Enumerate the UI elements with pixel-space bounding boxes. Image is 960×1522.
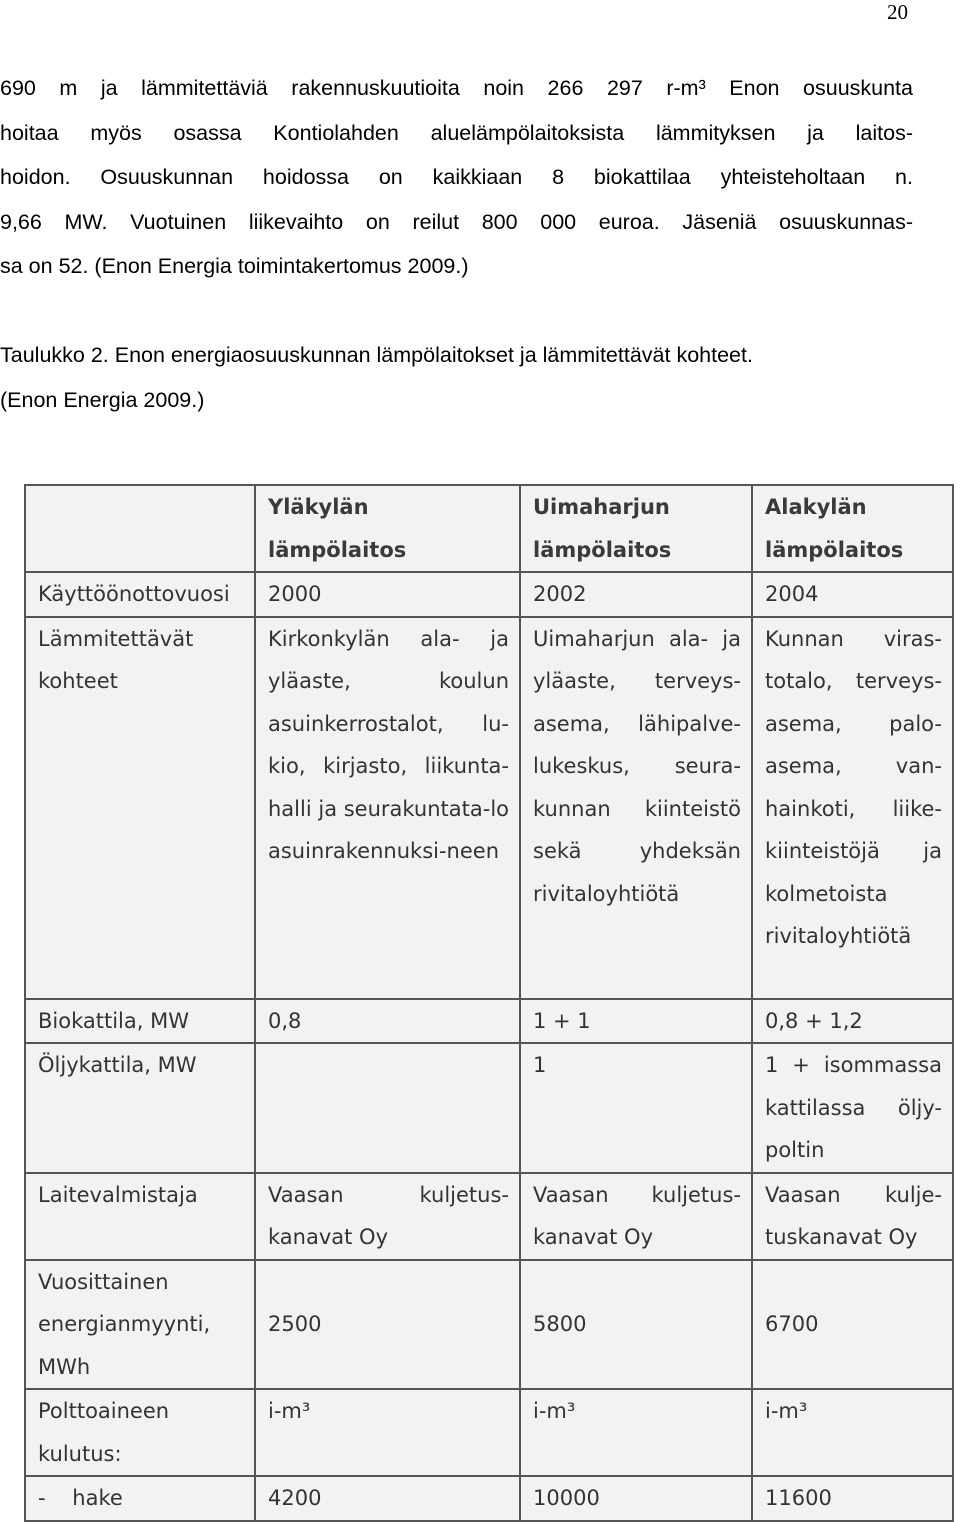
table-cell: 4200 bbox=[255, 1476, 520, 1521]
table-cell: Kunnan viras-totalo, terveys-asema, palo-asema, van-hainkoti, liike-kiinteistöjä ja kolmetoista rivitaloyhtiötä bbox=[752, 617, 953, 999]
table-cell: 0,8 bbox=[255, 999, 520, 1044]
paragraph-line: 690 m ja lämmitettäviä rakennuskuutioita noin 266 297 r-m³ Enon osuuskunta bbox=[0, 76, 913, 100]
row-label: Polttoaineen kulutus: bbox=[25, 1389, 255, 1476]
row-label: Öljykattila, MW bbox=[25, 1043, 255, 1173]
body-paragraph bbox=[0, 66, 913, 289]
table-caption bbox=[0, 333, 940, 422]
heating-plants-table bbox=[24, 484, 954, 1522]
table-cell bbox=[255, 1043, 520, 1173]
page-number: 20 bbox=[887, 0, 908, 24]
paragraph-line: hoidon. Osuuskunnan hoidossa on kaikkiaan 8 biokattilaa yhteisteholtaan n. bbox=[0, 165, 913, 189]
row-label: - hake bbox=[25, 1476, 255, 1521]
table-row bbox=[25, 1389, 953, 1476]
table-header-row bbox=[25, 485, 953, 572]
header-cell-ylakyla: Yläkylän lämpölaitos bbox=[255, 485, 520, 572]
table-row bbox=[25, 572, 953, 617]
table-cell: i-m³ bbox=[752, 1389, 953, 1476]
table-cell: Vaasan kuljetus-kanavat Oy bbox=[520, 1173, 752, 1260]
table-cell: Uimaharjun ala- ja yläaste, terveys-asema, lähipalve-lukeskus, seura-kunnan kiinteistö sekä yhdeksän rivitaloyhtiötä bbox=[520, 617, 752, 999]
table-cell: 1 bbox=[520, 1043, 752, 1173]
table-cell: Kirkonkylän ala- ja yläaste, koulun asuinkerrostalot, lu-kio, kirjasto, liikunta-halli ja seurakuntata-lo asuinrakennuksi-neen bbox=[255, 617, 520, 999]
paragraph-line: 9,66 MW. Vuotuinen liikevaihto on reilut 800 000 euroa. Jäseniä osuuskunnas- bbox=[0, 209, 913, 234]
table-row bbox=[25, 1173, 953, 1260]
row-label: Lämmitettävät kohteet bbox=[25, 617, 255, 999]
header-cell-uimaharju: Uimaharjun lämpölaitos bbox=[520, 485, 752, 572]
table-row bbox=[25, 999, 953, 1044]
table-cell: 11600 bbox=[752, 1476, 953, 1521]
table-cell: 0,8 + 1,2 bbox=[752, 999, 953, 1044]
table-cell: 10000 bbox=[520, 1476, 752, 1521]
heating-plants-table-image bbox=[24, 484, 952, 1508]
table-cell: Vaasan kuljetus-kanavat Oy bbox=[255, 1173, 520, 1260]
header-cell-empty bbox=[25, 485, 255, 572]
paragraph-line: hoitaa myös osassa Kontiolahden aluelämpölaitoksista lämmityksen ja laitos- bbox=[0, 120, 913, 145]
header-cell-alakyla: Alakylän lämpölaitos bbox=[752, 485, 953, 572]
table-cell: 5800 bbox=[520, 1260, 752, 1390]
table-cell: i-m³ bbox=[255, 1389, 520, 1476]
paragraph-line: sa on 52. (Enon Energia toimintakertomus 2009.) bbox=[0, 254, 469, 278]
row-label: Laitevalmistaja bbox=[25, 1173, 255, 1260]
table-cell: 2004 bbox=[752, 572, 953, 617]
caption-line: Taulukko 2. Enon energiaosuuskunnan lämpölaitokset ja lämmitettävät kohteet. bbox=[0, 343, 753, 367]
caption-line: (Enon Energia 2009.) bbox=[0, 387, 205, 412]
table-cell: 1 + isommassa kattilassa öljy-poltin bbox=[752, 1043, 953, 1173]
table-cell: 1 + 1 bbox=[520, 999, 752, 1044]
row-label: Biokattila, MW bbox=[25, 999, 255, 1044]
row-label: Käyttöönottovuosi bbox=[25, 572, 255, 617]
table-row bbox=[25, 617, 953, 999]
table-cell: 2000 bbox=[255, 572, 520, 617]
table-row bbox=[25, 1043, 953, 1173]
table-row bbox=[25, 1260, 953, 1390]
table-cell: 6700 bbox=[752, 1260, 953, 1390]
row-label: Vuosittainen energianmyynti, MWh bbox=[25, 1260, 255, 1390]
table-cell: 2500 bbox=[255, 1260, 520, 1390]
table-cell: Vaasan kulje-tuskanavat Oy bbox=[752, 1173, 953, 1260]
table-cell: i-m³ bbox=[520, 1389, 752, 1476]
table-row bbox=[25, 1476, 953, 1521]
table-cell: 2002 bbox=[520, 572, 752, 617]
